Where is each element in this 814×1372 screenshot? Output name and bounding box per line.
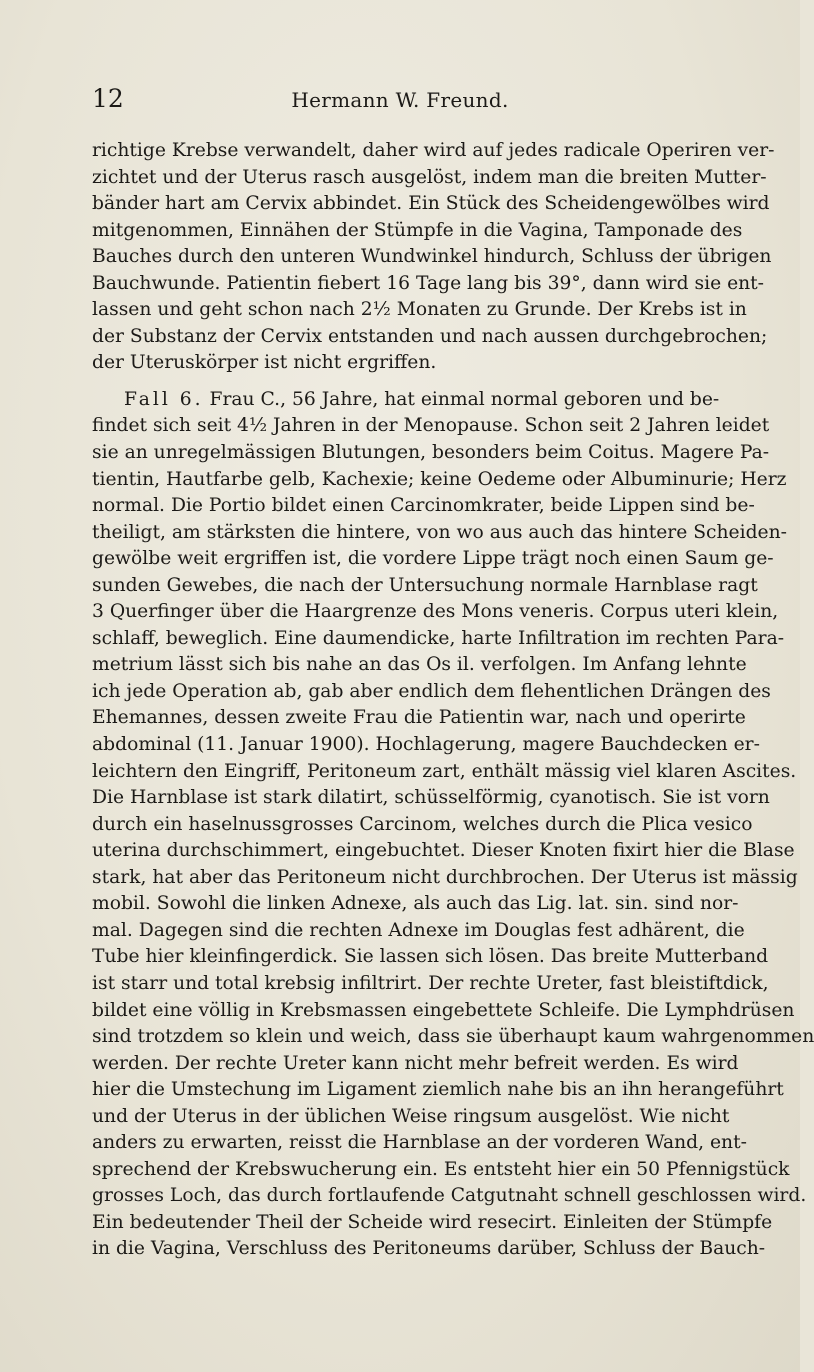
text-line: sprechend der Krebswucherung ein. Es entsteht hier ein 50 Pfennigstück (92, 1158, 790, 1180)
text-line: leichtern den Eingriff, Peritoneum zart, enthält mässig viel klaren Ascites. (92, 760, 797, 782)
text-line: ich jede Operation ab, gab aber endlich dem flehentlichen Drängen des (92, 680, 771, 702)
text-line: gewölbe weit ergriffen ist, die vordere Lippe trägt noch einen Saum ge- (92, 548, 774, 570)
text-line: metrium lässt sich bis nahe an das Os il. verfolgen. Im Anfang lehnte (92, 654, 747, 676)
page-number: 12 (92, 84, 124, 113)
text-line: uterina durchschimmert, eingebuchtet. Dieser Knoten fixirt hier die Blase (92, 840, 795, 862)
text-line: Tube hier kleinfingerdick. Sie lassen sich lösen. Das breite Mutterband (92, 946, 769, 968)
paragraph-first-line (92, 387, 720, 414)
text-line: Bauchwunde. Patientin fiebert 16 Tage lang bis 39°, dann wird sie ent- (92, 272, 765, 294)
text-line: findet sich seit 4½ Jahren in der Menopause. Schon seit 2 Jahren leidet (92, 415, 770, 437)
text-line: der Substanz der Cervix entstanden und nach aussen durchgebrochen; (92, 325, 768, 347)
text-line: durch ein haselnussgrosses Carcinom, welches durch die Plica vesico (92, 813, 753, 835)
text-line: hier die Umstechung im Ligament ziemlich nahe bis an ihn herangeführt (92, 1079, 784, 1101)
text-line: richtige Krebse verwandelt, daher wird auf jedes radicale Operiren ver- (92, 140, 775, 161)
running-head: Hermann W. Freund. (291, 88, 509, 112)
case-heading: Fall 6. (124, 388, 204, 410)
paragraph-gap (92, 377, 716, 387)
text-line: und der Uterus in der üblichen Weise ringsum ausgelöst. Wie nicht (92, 1105, 730, 1127)
text-line: der Uteruskörper ist nicht ergriffen. (92, 352, 437, 374)
text-line: bänder hart am Cervix abbindet. Ein Stück des Scheidengewölbes wird (92, 193, 770, 215)
text-line: anders zu erwarten, reisst die Harnblase an der vorderen Wand, ent- (92, 1132, 747, 1154)
text-line: bildet eine völlig in Krebsmassen eingebettete Schleife. Die Lymphdrüsen (92, 999, 795, 1021)
text-line: mal. Dagegen sind die rechten Adnexe im Douglas fest adhärent, die (92, 919, 745, 941)
text-line: abdominal (11. Januar 1900). Hochlagerung, magere Bauchdecken er- (92, 734, 760, 756)
text-line: in die Vagina, Verschluss des Peritoneums darüber, Schluss der Bauch- (92, 1238, 766, 1260)
paragraph-2 (92, 387, 814, 1263)
first-line-rest: Frau C., 56 Jahre, hat einmal normal geboren und be- (203, 388, 720, 410)
text-line: sie an unregelmässigen Blutungen, besonders beim Coitus. Magere Pa- (92, 442, 770, 464)
paragraph-1 (92, 138, 775, 377)
text-line: ist starr und total krebsig infiltrirt. Der rechte Ureter, fast bleistiftdick, (92, 972, 769, 994)
text-line: lassen und geht schon nach 2½ Monaten zu Grunde. Der Krebs ist in (92, 299, 747, 321)
text-line: mitgenommen, Einnähen der Stümpfe in die Vagina, Tamponade des (92, 219, 743, 241)
text-line: Bauches durch den unteren Wundwinkel hindurch, Schluss der übrigen (92, 246, 772, 268)
text-line: sind trotzdem so klein und weich, dass sie überhaupt kaum wahrgenommen (92, 1026, 814, 1048)
text-line: mobil. Sowohl die linken Adnexe, als auch das Lig. lat. sin. sind nor- (92, 893, 739, 915)
text-line: normal. Die Portio bildet einen Carcinomkrater, beide Lippen sind be- (92, 495, 755, 517)
text-line: theiligt, am stärksten die hintere, von wo aus auch das hintere Scheiden- (92, 521, 787, 543)
text-line: zichtet und der Uterus rasch ausgelöst, indem man die breiten Mutter- (92, 166, 767, 188)
text-line: stark, hat aber das Peritoneum nicht durchbrochen. Der Uterus ist mässig (92, 866, 798, 888)
text-line: schlaff, beweglich. Eine daumendicke, harte Infiltration im rechten Para- (92, 627, 785, 649)
text-line: sunden Gewebes, die nach der Untersuchung normale Harnblase ragt (92, 574, 758, 596)
text-line: werden. Der rechte Ureter kann nicht mehr befreit werden. Es wird (92, 1052, 739, 1074)
text-line: Die Harnblase ist stark dilatirt, schüsselförmig, cyanotisch. Sie ist vorn (92, 787, 770, 809)
text-line: Ehemannes, dessen zweite Frau die Patientin war, nach und operirte (92, 707, 746, 729)
text-line: Ein bedeutender Theil der Scheide wird resecirt. Einleiten der Stümpfe (92, 1211, 773, 1233)
page-header (92, 84, 708, 124)
text-line: 3 Querfinger über die Haargrenze des Mons veneris. Corpus uteri klein, (92, 601, 779, 623)
text-line: tientin, Hautfarbe gelb, Kachexie; keine Oedeme oder Albuminurie; Herz (92, 468, 787, 490)
text-line: grosses Loch, das durch fortlaufende Catgutnaht schnell geschlossen wird. (92, 1185, 807, 1207)
body-text (92, 138, 814, 1263)
